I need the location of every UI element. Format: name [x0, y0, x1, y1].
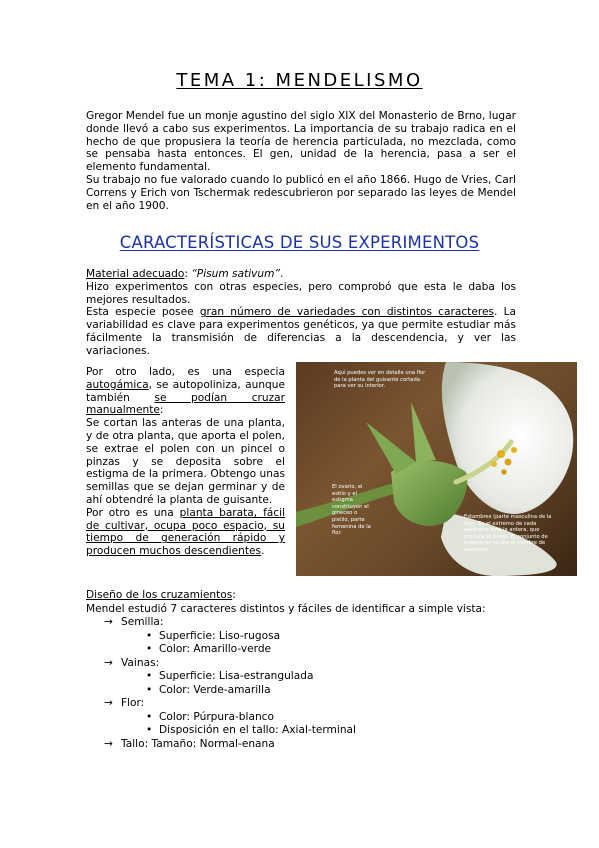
anther-5 [501, 469, 507, 475]
bullet-icon: • [146, 643, 153, 655]
material-paragraph-1: Hizo experimentos con otras especies, pero comprobó que esta le daba los mejores resultados. [86, 280, 516, 306]
column-paragraph-1 [86, 366, 285, 417]
column-paragraph-2: Se cortan las anteras de una planta, y de otra planta, que aporta el polen, se extrae el polen con un pincel o pinzas y se deposita sobre el estigma de la primera. Obtengo unas semillas que se dejan germinar y de ahí obtendré la planta de guisante. [86, 417, 285, 506]
col-p1-cruzar: se podían cruzar manualmente [86, 391, 285, 417]
left-column [86, 366, 285, 558]
item-text: Color: Púrpura-blanco [159, 710, 274, 723]
material-p2-text-b: . La variabilidad es clave para experimentos genéticos, ya que permite estudiar más fácilmente la transmisión de diferencias a la descendencia, y ver las variaciones. [86, 306, 516, 357]
material-end: . [279, 268, 284, 280]
material-paragraph-2 [86, 306, 516, 357]
list-item [86, 724, 526, 738]
sepal-tip-2 [411, 402, 436, 462]
col-p1-a: Por otro lado, es una especia [86, 366, 285, 378]
diseno-sep: : [232, 589, 236, 601]
group-name: Tallo: Tamaño: Normal-enana [121, 737, 275, 750]
group-name: Flor: [121, 697, 145, 709]
item-text: Color: Verde-amarilla [159, 683, 271, 696]
bullet-icon: • [146, 724, 153, 736]
arrow-icon: → [104, 616, 113, 628]
col-p1-autogamica: autogámica [86, 378, 149, 391]
material-p2-text-a: Esta especie posee [86, 306, 200, 319]
anther-4 [511, 447, 517, 453]
sepal-tip [366, 422, 416, 474]
pea-flower-photo [296, 362, 577, 576]
item-text: Superficie: Lisa-estrangulada [159, 670, 314, 682]
group-flor [86, 697, 526, 711]
anther-3 [491, 461, 497, 467]
bullet-icon: • [146, 710, 153, 723]
anther-2 [505, 459, 512, 466]
intro-section [86, 110, 516, 212]
arrow-icon: → [104, 737, 113, 750]
col-p3-underlined: planta barata, fácil de cultivar, ocupa poco espacio, su tiempo de generación rápido y producen muchos descendientes [86, 506, 286, 558]
diseno-label: Diseño de los cruzamientos [86, 589, 233, 601]
group-vainas [86, 657, 526, 671]
arrow-icon: → [104, 656, 113, 669]
diseno-intro: Mendel estudió 7 caracteres distintos y fáciles de identificar a simple vista: [86, 602, 486, 615]
list-item [86, 711, 526, 725]
intro-paragraph-2: Su trabajo no fue valorado cuando lo publicó en el año 1866. Hugo de Vries, Carl Correns y Erich von Tschermak redescubrieron por separado las leyes de Mendel en el año 1900. [86, 173, 516, 212]
caption-left: El ovario, el estilo y el estigma constituyen el gineceo o pistilo, parte femenina de la flor. [332, 484, 371, 537]
list-item [86, 684, 526, 698]
group-name: Vainas: [121, 656, 160, 669]
bullet-icon: • [146, 683, 153, 696]
section-title: CARACTERÍSTICAS DE SUS EXPERIMENTOS [119, 233, 480, 252]
col-p3-a: Por otro es una [86, 506, 180, 519]
column-paragraph-3 [86, 507, 285, 558]
caption-top: Aquí puedes ver en detalle una flor de la planta del guisante cortada para ver su interior. [334, 370, 426, 390]
anther-1 [497, 450, 505, 458]
group-semilla [86, 616, 526, 630]
intro-paragraph-1: Gregor Mendel fue un monje agustino del siglo XIX del Monasterio de Brno, lugar donde llevó a cabo sus experimentos. La importancia de su trabajo radica en el hecho de que propusiera la teoría de herencia particulada, no mezclada, como se pensaba hasta entonces. El gen, unidad de la herencia, pasa a ser el elemento fundamental. [86, 110, 516, 174]
material-sep: : [184, 268, 192, 280]
bullet-icon: • [146, 629, 153, 642]
group-name: Semilla: [121, 616, 164, 628]
group-tallo [86, 738, 526, 752]
page-title: TEMA 1: MENDELISMO [176, 70, 423, 91]
species-name: “Pisum sativum” [191, 268, 280, 280]
bullet-icon: • [146, 670, 153, 682]
col-p1-c: : [159, 404, 164, 417]
col-p1-b: , se autopoliniza, aunque también [86, 378, 285, 404]
material-section [86, 268, 516, 358]
material-heading-line [86, 268, 516, 281]
material-label: Material adecuado [86, 268, 185, 280]
diseno-section [86, 589, 526, 751]
material-p2-underlined: gran número de variedades con distintos caracteres [199, 306, 495, 319]
item-text: Color: Amarillo-verde [159, 643, 272, 655]
item-text: Disposición en el tallo: Axial-terminal [159, 724, 356, 736]
col-p3-b: . [261, 545, 265, 558]
list-item [86, 643, 526, 657]
list-item [86, 670, 526, 684]
caption-right: Estambres (parte masculina de la flor). En el extremo de cada estambre está la antera, que produce el polen. El conjunto de estambres recibe el nombre de androceo. [464, 514, 552, 553]
list-item [86, 630, 526, 644]
arrow-icon: → [104, 697, 113, 709]
item-text: Superficie: Liso-rugosa [159, 629, 281, 642]
diseno-heading [86, 589, 526, 603]
